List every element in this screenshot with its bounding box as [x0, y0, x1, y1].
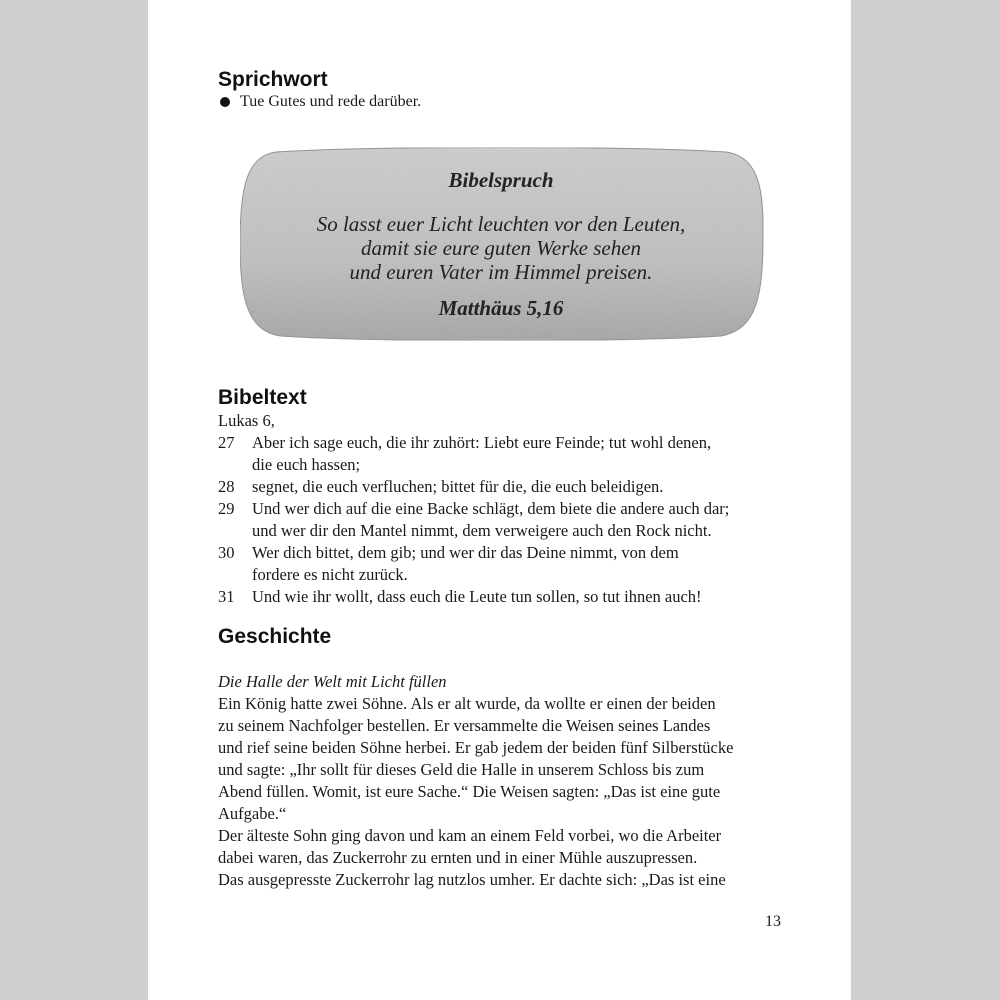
verse-number: 31	[218, 587, 235, 606]
geschichte-section	[218, 625, 784, 891]
verse-text	[252, 432, 784, 476]
verse-item	[218, 586, 784, 608]
story-line: Abend füllen. Womit, ist eure Sache.“ Die Weisen sagten: „Das ist eine gute	[218, 782, 721, 801]
verse-line: Und wer dich auf die eine Backe schlägt, dem biete die andere auch dar;	[252, 499, 730, 518]
verse-line: Aber ich sage euch, die ihr zuhört: Liebt eure Feinde; tut wohl denen,	[252, 433, 712, 452]
verse-number: 28	[218, 477, 235, 496]
geschichte-heading: Geschichte	[218, 625, 332, 648]
bibelspruch-title: Bibelspruch	[448, 168, 554, 192]
bullet-icon	[220, 97, 230, 107]
story-line: zu seinem Nachfolger bestellen. Er versammelte die Weisen seines Landes	[218, 716, 711, 735]
verse-number: 30	[218, 543, 235, 562]
story-body	[218, 693, 784, 891]
verse-line: Und wie ihr wollt, dass euch die Leute tun sollen, so tut ihnen auch!	[252, 587, 702, 606]
story-line: Ein König hatte zwei Söhne. Als er alt wurde, da wollte er einen der beiden	[218, 694, 716, 713]
bibeltext-book: Lukas 6,	[218, 411, 275, 430]
verse-line: und euren Vater im Himmel preisen.	[349, 260, 653, 284]
verse-line: damit sie eure guten Werke sehen	[360, 236, 642, 260]
story-line: und rief seine beiden Söhne herbei. Er gab jedem der beiden fünf Silberstücke	[218, 738, 734, 757]
sprichwort-heading: Sprichwort	[218, 68, 328, 91]
story-line: dabei waren, das Zuckerrohr zu ernten und in einer Mühle auszupressen.	[218, 848, 698, 867]
sprichwort-section	[218, 68, 784, 112]
verse-list	[218, 432, 784, 608]
verse-number: 29	[218, 499, 235, 518]
story-title: Die Halle der Welt mit Licht füllen	[218, 672, 447, 691]
verse-text	[252, 476, 784, 498]
document-page	[148, 0, 851, 1000]
verse-line: Wer dich bittet, dem gib; und wer dir das Deine nimmt, von dem	[252, 543, 679, 562]
verse-line: So lasst euer Licht leuchten vor den Leuten,	[316, 212, 686, 236]
verse-line: segnet, die euch verfluchen; bittet für die, die euch beleidigen.	[252, 477, 664, 496]
bibelspruch-verse	[236, 212, 766, 284]
bibelspruch-reference: Matthäus 5,16	[438, 296, 564, 320]
sprichwort-bullet	[218, 92, 784, 112]
sprichwort-text: Tue Gutes und rede darüber.	[240, 93, 422, 110]
verse-line: und wer dir den Mantel nimmt, dem verweigere auch den Rock nicht.	[252, 521, 712, 540]
story-line: und sagte: „Ihr sollt für dieses Geld die Halle in unserem Schloss bis zum	[218, 760, 705, 779]
story-line: Der älteste Sohn ging davon und kam an einem Feld vorbei, wo die Arbeiter	[218, 826, 722, 845]
verse-item	[218, 542, 784, 586]
bibelspruch-text	[236, 144, 766, 342]
bibeltext-section	[218, 386, 784, 608]
verse-item	[218, 432, 784, 476]
verse-item	[218, 498, 784, 542]
verse-number: 27	[218, 433, 235, 452]
bibelspruch-stone	[236, 144, 766, 342]
verse-text	[252, 498, 784, 542]
bibeltext-heading: Bibeltext	[218, 386, 307, 409]
verse-item	[218, 476, 784, 498]
verse-text	[252, 586, 784, 608]
verse-line: die euch hassen;	[252, 455, 361, 474]
story-line: Das ausgepresste Zuckerrohr lag nutzlos umher. Er dachte sich: „Das ist eine	[218, 870, 726, 889]
verse-line: fordere es nicht zurück.	[252, 565, 408, 584]
story-line: Aufgabe.“	[218, 804, 287, 823]
verse-text	[252, 542, 784, 586]
page-number: 13	[765, 913, 781, 930]
